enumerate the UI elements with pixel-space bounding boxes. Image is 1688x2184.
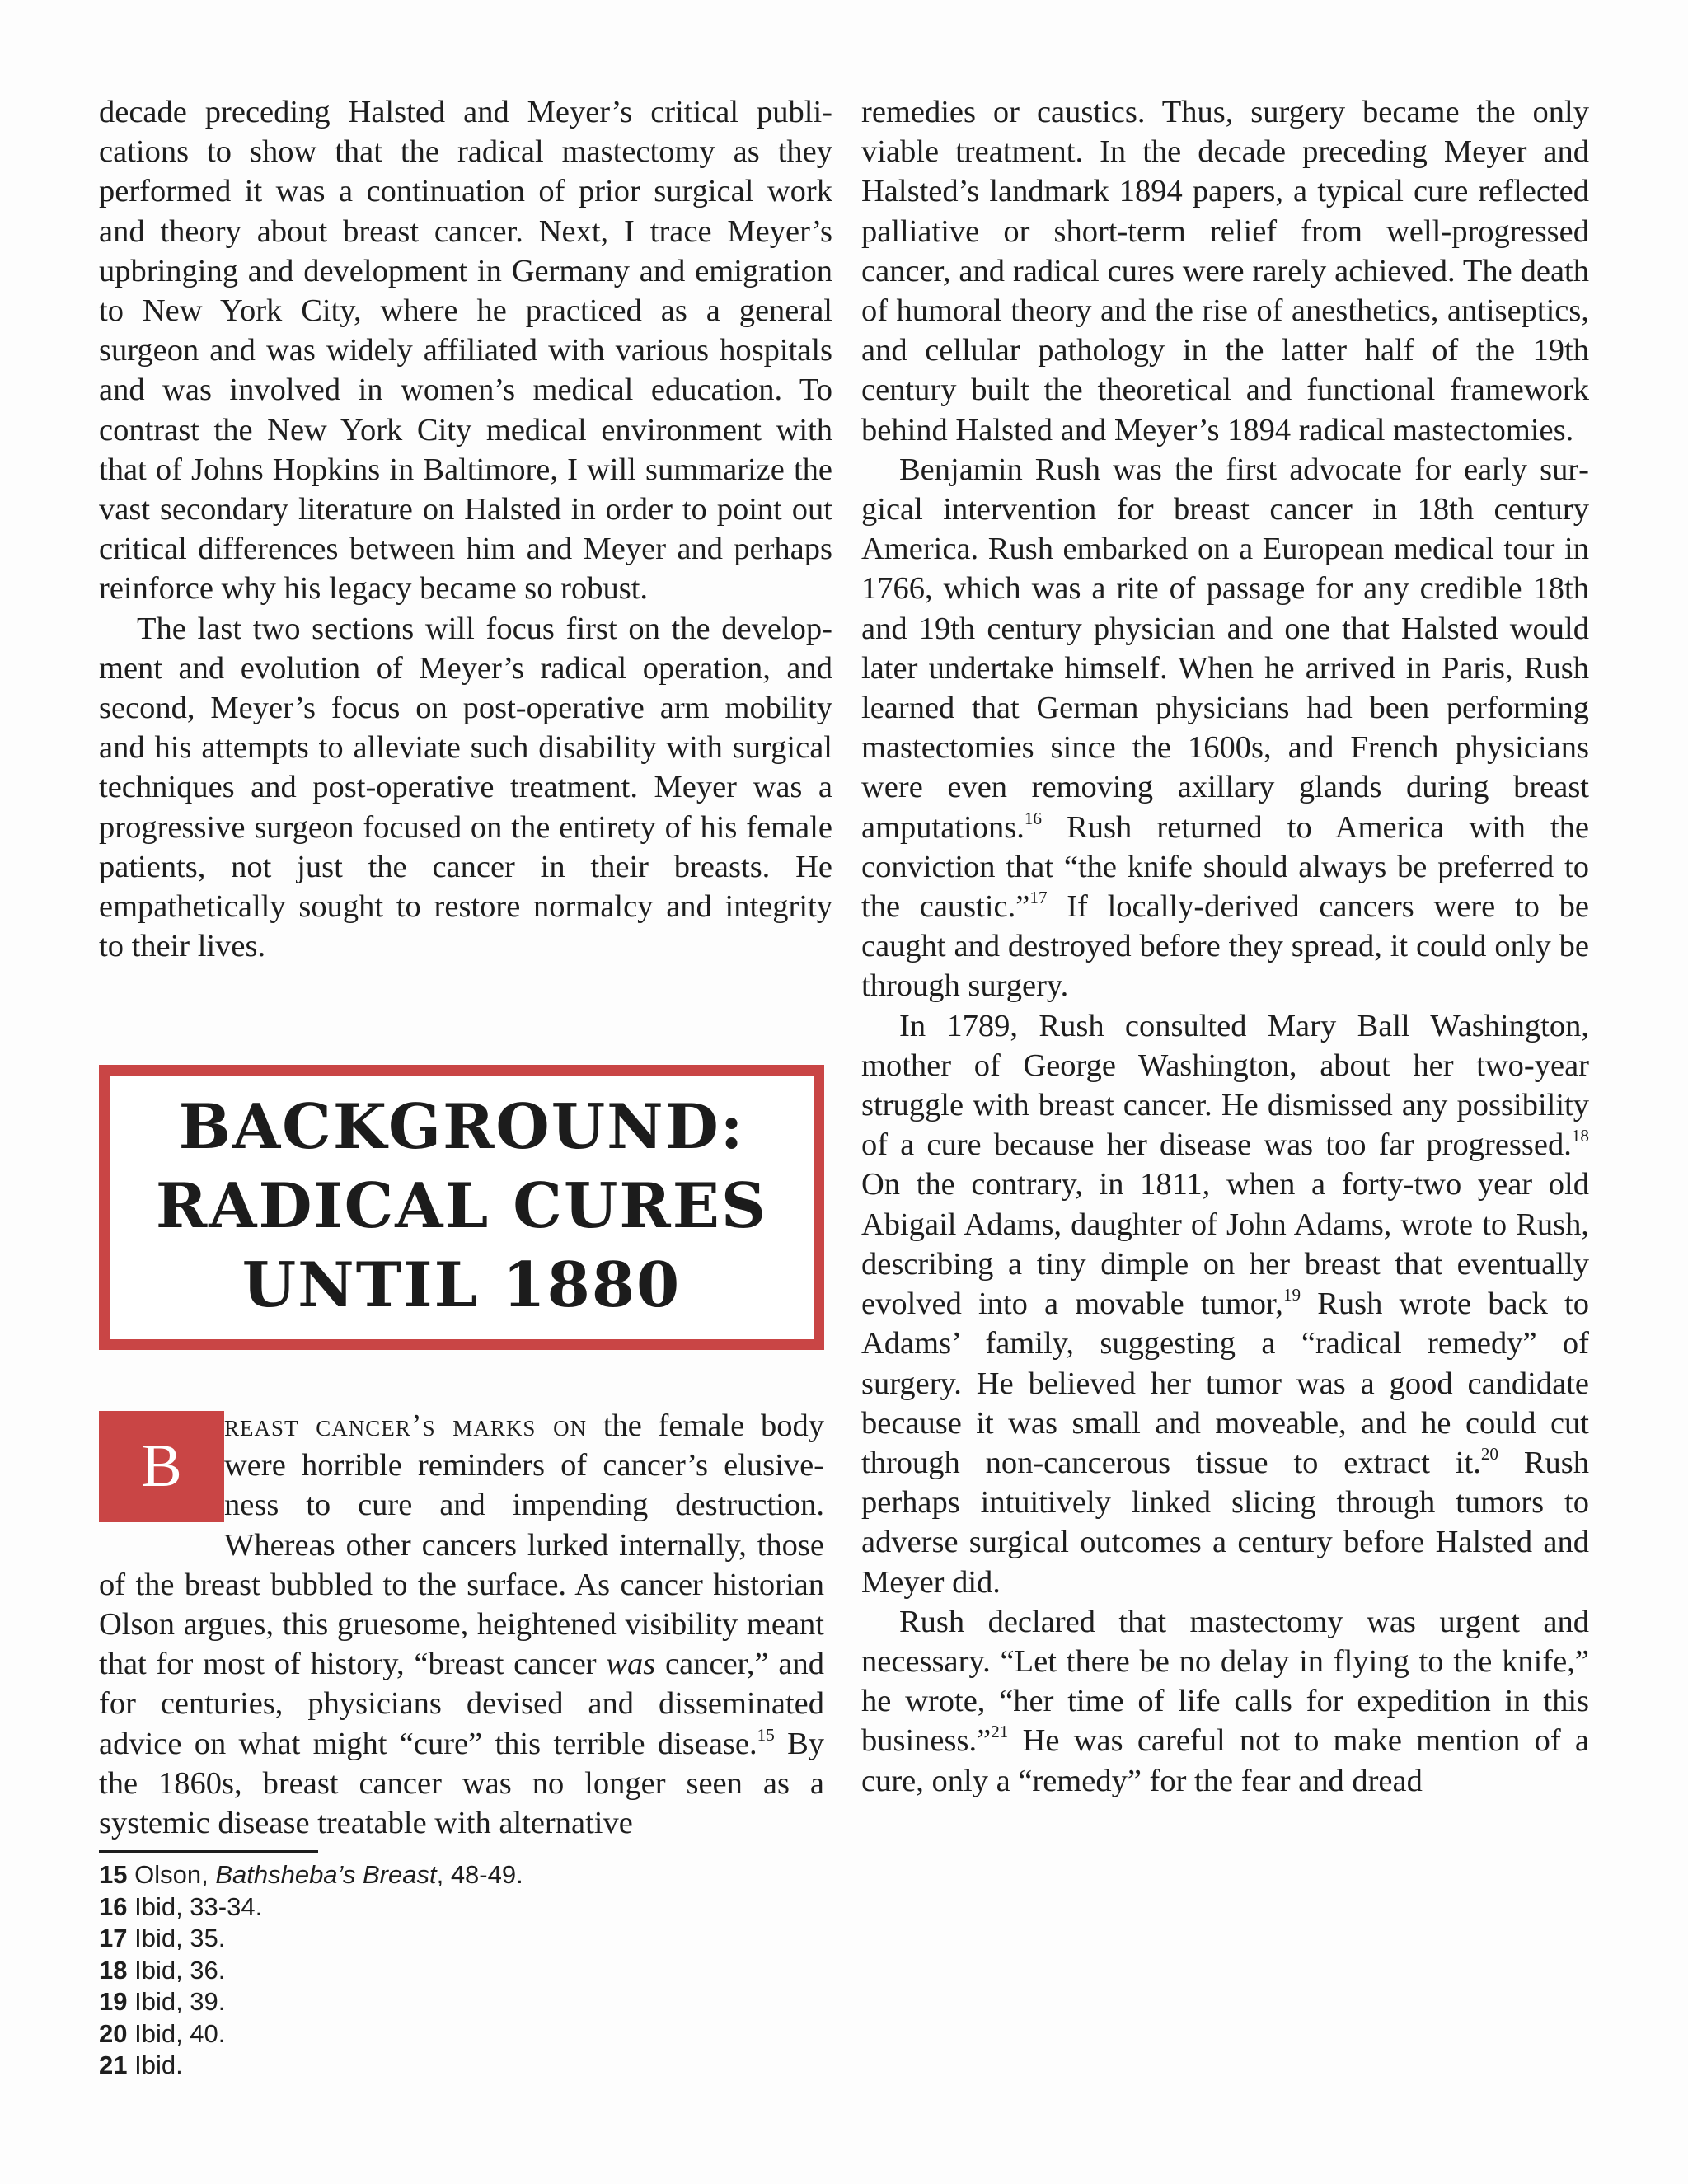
footnote-17 [99, 1923, 523, 1955]
left-column [99, 92, 832, 966]
footnote-ref-19[interactable]: 19 [1282, 1285, 1301, 1305]
right-column [861, 92, 1589, 1801]
footnote-text: Ibid, 36. [127, 1955, 226, 1985]
rush-text-b: Rush returned to America with the conviction that “the knife should always be preferred to the caustic.” [861, 809, 1589, 925]
drop-cap-spacer [99, 1406, 224, 1559]
washington-text-a: In 1789, Rush consulted Mary Ball Washington, mother of George Washington, about her two-year struggle with breast cancer. He dismissed any possibility of a cure because her disease was too far progressed. [861, 1008, 1589, 1163]
footnote-ref-21[interactable]: 21 [991, 1722, 1009, 1742]
smallcaps-lead: reast cancer’s marks on [224, 1408, 588, 1443]
footnote-16 [99, 1891, 523, 1924]
italic-emphasis: was [606, 1647, 656, 1682]
footnote-text: Ibid, 33-34. [127, 1891, 263, 1921]
footnote-text: Ibid. [127, 2050, 183, 2079]
footnote-book-title: Bathsheba’s Breast [215, 1860, 437, 1889]
footnote-number: 17 [99, 1924, 128, 1952]
footnote-ref-18[interactable]: 18 [1571, 1126, 1589, 1146]
background-text-1: the female body were horrible reminders of cancer’s elusiveness to cure and impending destruction. Whereas other cancers lurked internally, those of the breast bubbled to the surface. As cancer historian Olson argues, this gruesome, heightened visibility meant that for most of history, “breast cancer [99, 1408, 824, 1682]
footnote-19 [99, 1986, 523, 2018]
rush-text-c: If locally-derived cancers were to be caught and destroyed before they spread, it could only be through surgery. [861, 889, 1589, 1004]
footnote-ref-15[interactable]: 15 [757, 1724, 775, 1745]
washington-text-b: On the contrary, in 1811, when a forty-two year old Abigail Adams, daughter of John Adams, wrote to Rush, describing a tiny dimple on her breast that eventually evolved into a movable tumor, [861, 1167, 1589, 1322]
washington-text-c: Rush wrote back to Adams’ family, suggesting a “radical remedy” of surgery. He believed her tumor was a good candidate because it was small and moveable, and he could cut through non-cancerous tissue to extract it. [861, 1286, 1589, 1480]
section-heading-line-3: UNTIL 1880 [241, 1249, 682, 1321]
footnote-text: Ibid, 39. [127, 1987, 226, 2016]
footnote-text: Olson, [127, 1860, 216, 1889]
footnote-number: 19 [99, 1987, 128, 2016]
footnote-text: , 48-49. [436, 1860, 523, 1889]
intro-paragraph-1: decade preceding Halsted and Meyer’s critical publications to show that the radical mastectomy as they performed it was a continuation of prior surgical work and theory about breast cancer. Next, I trace Meyer’s upbringing and development in Germany and emigration to New York City, where he practiced as a general surgeon and was widely affiliated with various hospitals and was involved in women’s medical education. To contrast the New York City medical environment with that of Johns Hopkins in Baltimore, I will summarize the vast secondary literature on Halsted in order to point out critical differences between him and Meyer and perhaps reinforce why his legacy became so robust. [99, 95, 832, 607]
right-paragraph-3 [861, 1006, 1589, 1602]
footnote-18 [99, 1955, 523, 1987]
intro-paragraph-2: The last two sections will focus first on the development and evolution of Meyer’s radical operation, and second, Meyer’s focus on post-operative arm mobility and his attempts to alleviate such disability with surgical techniques and post-operative treatment. Meyer was a progressive surgeon focused on the entirety of his female patients, not just the cancer in their breasts. He empathetically sought to restore normalcy and integrity to their lives. [99, 611, 832, 964]
footnote-number: 20 [99, 2018, 128, 2048]
right-paragraph-4 [861, 1602, 1589, 1801]
rush-text-a: Benjamin Rush was the first advocate for early surgical intervention for breast cancer in 18th century America. Rush embarked on a European medical tour in 1766, which was a rite of passage for any credible 18th and 19th century physician and one that Halsted would later undertake himself. When he arrived in Paris, Rush learned that German physicians had been performing mastectomies since the 1600s, and French physicians were even removing axillary glands during breast amputations. [861, 452, 1589, 845]
footnote-number: 18 [99, 1955, 128, 1985]
drop-cap: B [99, 1411, 224, 1522]
footnote-ref-17[interactable]: 17 [1029, 888, 1048, 908]
urgency-text-a: Rush declared that mastectomy was urgent and necessary. “Let there be no delay in flying to the knife,” he wrote, “her time of life calls for expedition in this business.” [861, 1604, 1589, 1759]
section-heading-line-1: BACKGROUND: [178, 1090, 745, 1163]
footnote-ref-20[interactable]: 20 [1480, 1444, 1498, 1465]
background-text-3: By the 1860s, breast cancer was no longer seen as a systemic disease treatable with alternative [99, 1726, 824, 1841]
washington-text-d: Rush perhaps intuitively linked slicing through tumors to adverse surgical outcomes a century before Halsted and Meyer did. [861, 1445, 1589, 1600]
footnote-number: 15 [99, 1860, 128, 1889]
section-heading-box [99, 1065, 824, 1350]
footnote-text: Ibid, 40. [127, 2018, 226, 2048]
footnote-text: Ibid, 35. [127, 1924, 226, 1952]
urgency-text-b: He was careful not to make mention of a cure, only a “remedy” for the fear and dread [861, 1723, 1589, 1798]
right-paragraph-1: remedies or caustics. Thus, surgery became the only viable treatment. In the decade preceding Meyer and Halsted’s landmark 1894 papers, a typical cure reflected palliative or short-term relief from well-progressed cancer, and radical cures were rarely achieved. The death of humoral theory and the rise of anesthetics, antiseptics, and cellular pathology in the latter half of the 19th century built the theoretical and functional framework behind Halsted and Meyer’s 1894 radical mastectomies. [861, 95, 1589, 448]
section-heading-line-2: RADICAL CURES [155, 1169, 768, 1242]
footnote-number: 16 [99, 1891, 128, 1921]
background-paragraph [99, 1406, 824, 1843]
footnote-divider [99, 1850, 318, 1853]
footnote-number: 21 [99, 2050, 128, 2079]
background-text-2: cancer,” and for centuries, physicians devised and disseminated advice on what might “cure” this terrible disease. [99, 1647, 824, 1761]
footnote-ref-16[interactable]: 16 [1024, 808, 1042, 828]
footnote-15 [99, 1859, 523, 1891]
right-paragraph-2 [861, 450, 1589, 1006]
footnotes [99, 1859, 523, 2082]
footnote-20 [99, 2018, 523, 2050]
footnote-21 [99, 2050, 523, 2082]
section-heading [156, 1087, 767, 1324]
